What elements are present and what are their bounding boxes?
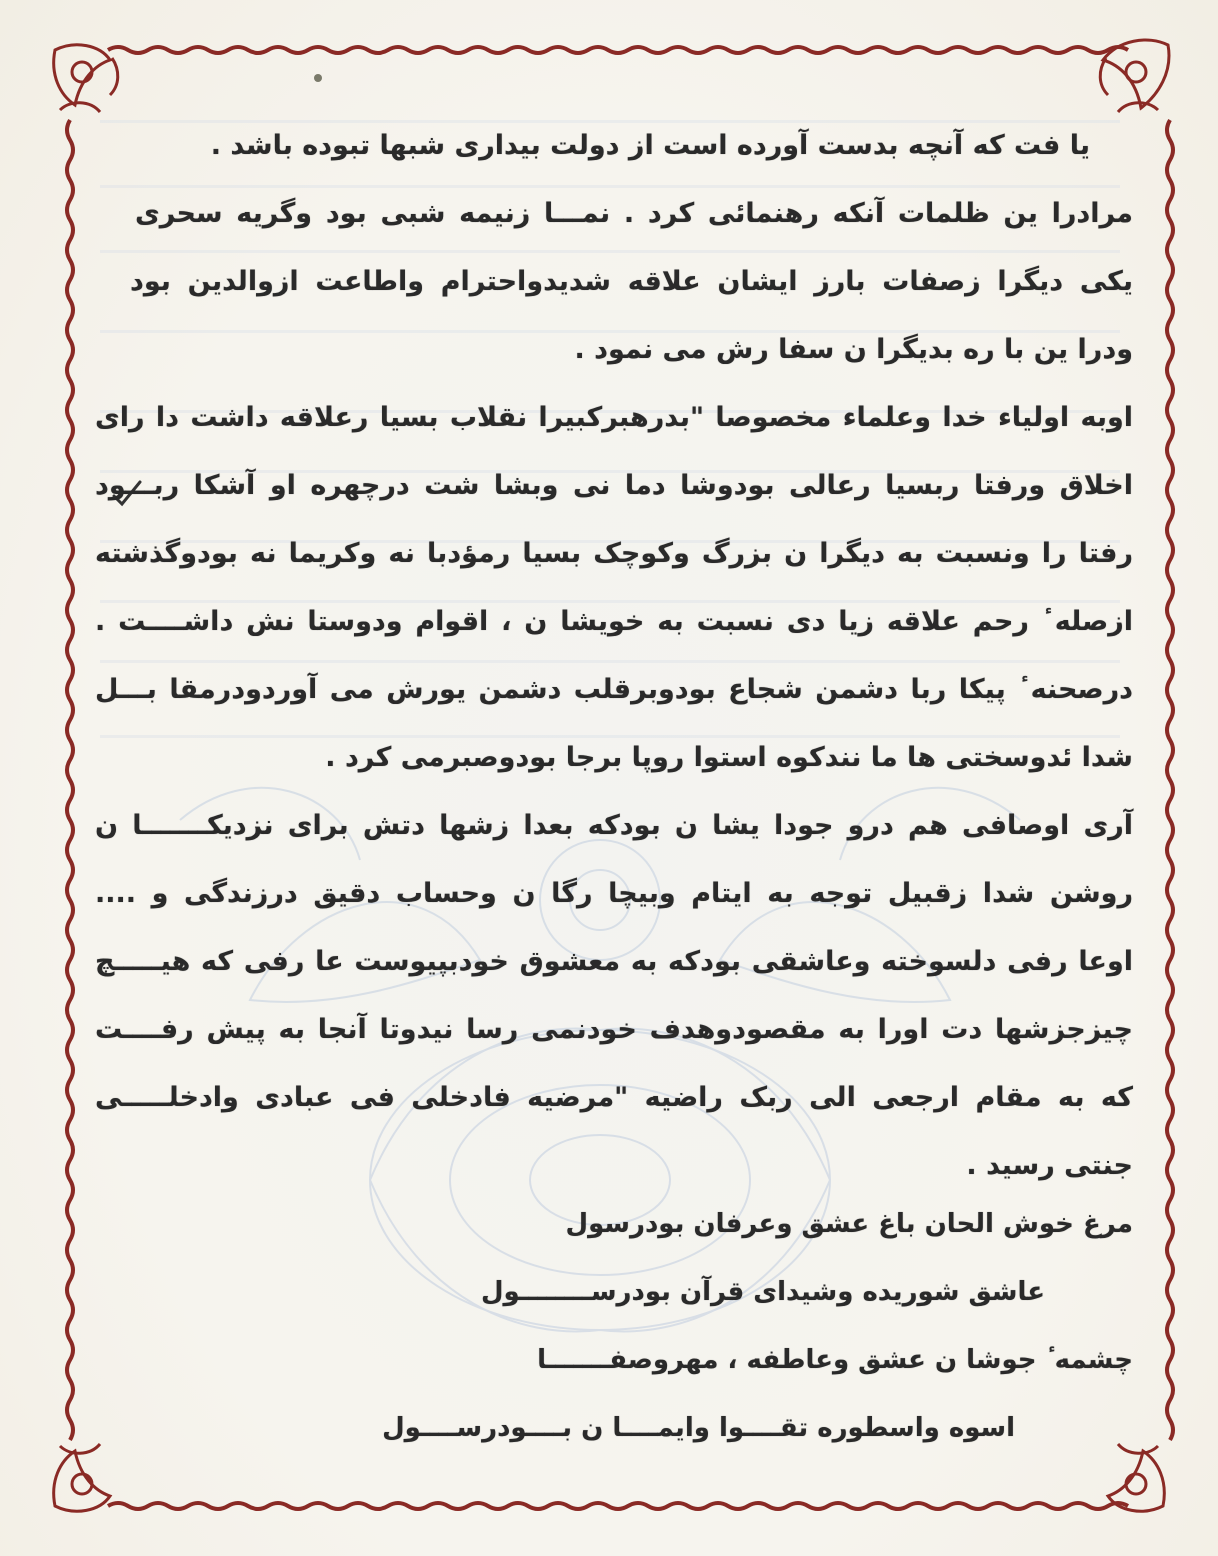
poem-line-4: اسوه واسطوره تقــــوا وایمــــا ن بــــودرســــول: [382, 1413, 1015, 1443]
poem-line-3: چشمه ٔ جوشا ن عشق وعاطفه ، مهروصفـــــــا: [537, 1345, 1133, 1375]
document-body: [95, 118, 1145, 1488]
poem-line-1: مرغ خوش الحان باغ عشق وعرفان بودرسول: [565, 1209, 1133, 1239]
body-line-10: شدا ئدوسختی ها ما نندکوه استوا روپا برجا بودوصبرمی کرد .: [325, 742, 1133, 773]
poem-line-2: عاشق شوریده وشیدای قرآن بودرســــــــول: [480, 1277, 1045, 1307]
body-line-15: که به مقام ارجعی الی ربک راضیه "مرضیه فادخلی فی عبادی وادخلـــــی: [95, 1082, 1133, 1113]
body-line-12: روشن شدا زقبیل توجه به ایتام وبیچا رگا ن وحساب دقیق درزندگی و ....: [95, 878, 1133, 909]
body-line-13: اوعا رفی دلسوخته وعاشقی بودکه به معشوق خودبپیوست عا رفی که هیـــــچ: [95, 946, 1133, 977]
body-line-11: آری اوصافی هم درو جودا یشا ن بودکه بعدا زشها دتش برای نزدیکـــــــا ن: [95, 810, 1133, 841]
body-line-16: جنتی رسید .: [966, 1150, 1133, 1181]
body-line-4: ودرا ین با ره بدیگرا ن سفا رش می نمود .: [574, 334, 1133, 365]
body-line-8: ازصله ٔ رحم علاقه زیا دی نسبت به خویشا ن ، اقوام ودوستا نش داشــــت .: [95, 606, 1133, 637]
body-line-2: مرادرا ین ظلمات آنکه رهنمائی کرد . نمـــا زنیمه شبی بود وگریه سحری: [135, 198, 1133, 229]
body-line-9: درصحنه ٔ پیکا ربا دشمن شجاع بودوبرقلب دشمن یورش می آوردودرمقا بـــل: [95, 674, 1133, 705]
body-line-14: چیزجزشها دت اورا به مقصودوهدف خودنمی رسا نیدوتا آنجا به پیش رفــــت: [95, 1014, 1133, 1045]
body-line-1: یا فت که آنچه بدست آورده است از دولت بیداری شبها تبوده باشد .: [210, 130, 1090, 161]
body-line-3: یکی دیگرا زصفات بارز ایشان علاقه شدیدواحترام واطاعت ازوالدین بود: [130, 266, 1133, 297]
body-line-7: رفتا را ونسبت به دیگرا ن بزرگ وکوچک بسیا رمؤدبا نه وکریما نه بودوگذشته: [95, 538, 1133, 569]
body-line-5: اوبه اولیاء خدا وعلماء مخصوصا "بدرهبرکبیرا نقلاب بسیا رعلاقه داشت دا رای: [95, 402, 1133, 433]
body-line-6: اخلاق ورفتا ربسیا رعالی بودوشا دما نی وبشا شت درچهره او آشکا ربـــود: [95, 470, 1133, 501]
